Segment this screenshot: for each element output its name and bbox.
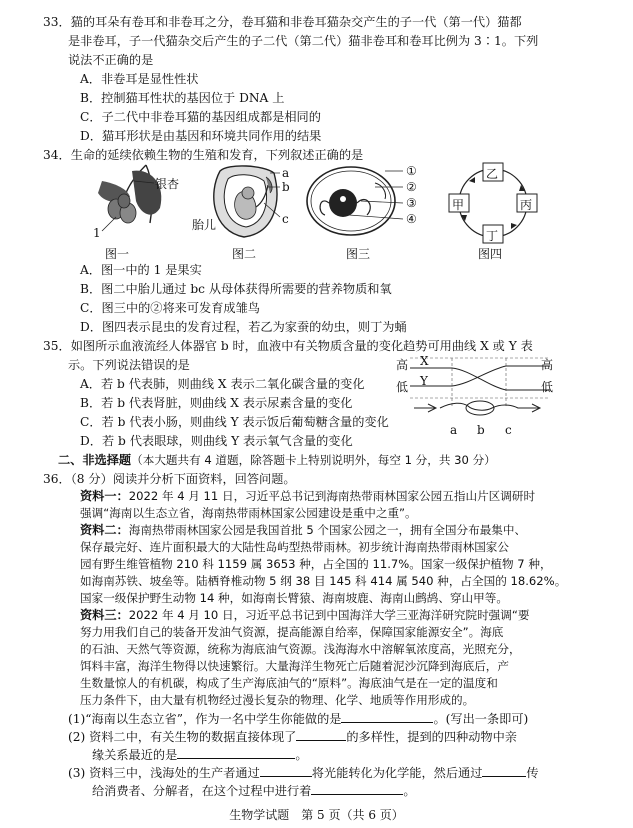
sub2-answer-blank-2[interactable] — [177, 746, 295, 759]
q36-head: 36．（8 分）阅读并分析下面资料，回答问题。 — [43, 472, 296, 486]
q34-option-d: D．图四表示昆虫的发育过程，若乙为家蚕的幼虫，则丁为蛹 — [80, 320, 407, 334]
q36-sub3-line1 — [68, 764, 539, 781]
q35-option-a: A．若 b 代表肺，则曲线 X 表示二氧化碳含量的变化 — [80, 377, 365, 391]
q36-material2-line4: 如海南苏铁、坡垒等。陆栖脊椎动物 5 纲 38 目 145 科 414 属 540 种，占全国的 18.62%。 — [80, 574, 567, 588]
sub2-text-b: 的多样性，提到的四种动物中亲 — [346, 730, 517, 744]
q33-line3: 说法不正确的是 — [68, 53, 154, 67]
sub1-text-b: 。(写出一条即可) — [433, 712, 529, 726]
q36-material2-line2: 保存最完好、连片面积最大的大陆性岛屿型热带雨林。初步统计海南热带雨林国家公 — [80, 540, 509, 554]
material3-label: 资料三： — [80, 608, 129, 622]
material1-text: 2022 年 4 月 11 日，习近平总书记到海南热带雨林国家公园五指山片区调研时 — [128, 489, 536, 503]
q33-option-c: C．子二代中非卷耳猫的基因组成都是相同的 — [80, 110, 321, 124]
sub1-answer-blank[interactable] — [341, 710, 433, 723]
fig3-caption: 图三 — [346, 247, 371, 261]
fig2-caption: 图二 — [232, 247, 257, 261]
q35-option-c: C．若 b 代表小肠，则曲线 Y 表示饭后葡萄糖含量的变化 — [80, 415, 389, 429]
q34-option-a: A．图一中的 1 是果实 — [80, 263, 202, 277]
fig1-label-1: 1 — [93, 226, 101, 240]
q34-stem: 34．生命的延续依赖生物的生殖和发育，下列叙述正确的是 — [43, 148, 364, 162]
sub3-answer-blank-2[interactable] — [482, 764, 526, 777]
q36-sub2-line2 — [92, 746, 308, 763]
q33-line2: 是非卷耳，子一代猫杂交后产生的子二代（第二代）猫非卷耳和卷耳比例为 3∶1。下列 — [68, 34, 539, 48]
material3-text: 2022 年 4 月 10 日，习近平总书记到中国海洋大学三亚海洋研究院时强调“要 — [128, 608, 530, 622]
q36-material3-line6: 压力条件下，由大量有机物经过漫长复杂的物理、化学、地质等作用形成的。 — [80, 693, 475, 707]
material1-label: 资料一： — [80, 489, 129, 503]
q34-option-c: C．图三中的②将来可发育成雏鸟 — [80, 301, 260, 315]
q36-material3-line1 — [80, 607, 529, 623]
sub3-text-b: 将光能转化为化学能，然后通过 — [311, 766, 483, 780]
q36-material3-line5: 生数量惊人的有机碳，构成了生产海底油气的“原料”。海底油气是在一定的温度和 — [80, 676, 498, 690]
sub2-text-a: (2) 资料二中，有关生物的数据直接体现了 — [68, 730, 297, 744]
fig3-label-3: ③ — [406, 196, 417, 210]
section2-header — [58, 452, 496, 468]
ginkgo-label: 银杏 — [155, 177, 180, 191]
q35-curve-graph — [410, 356, 550, 418]
fig2-label-b: b — [282, 180, 290, 194]
q34-option-b: B．图二中胎儿通过 bc 从母体获得所需要的营养物质和氧 — [80, 282, 392, 296]
q33-option-a: A．非卷耳是显性性状 — [80, 72, 199, 86]
graph-curve-x: X — [420, 354, 429, 368]
sub3-text-e: 。 — [403, 784, 416, 798]
graph-high-right: 高 — [541, 358, 554, 372]
sub3-text-a: (3) 资料三中，浅海处的生产者通过 — [68, 766, 260, 780]
q36-sub1 — [68, 710, 528, 727]
sub2-text-c: 缘关系最近的是 — [92, 748, 178, 762]
fig4-label-yi: 乙 — [486, 167, 499, 181]
graph-axis-b: b — [477, 423, 485, 437]
fig3-label-4: ④ — [406, 212, 417, 226]
sub2-text-d: 。 — [295, 748, 308, 762]
q33-option-d: D．猫耳形状是由基因和环境共同作用的结果 — [80, 129, 322, 143]
graph-curve-y: Y — [420, 374, 428, 388]
sub3-answer-blank-3[interactable] — [311, 782, 403, 795]
sub1-text-a: (1)“海南以生态立省”，作为一名中学生你能做的是 — [68, 712, 342, 726]
fig4-label-ding: 丁 — [486, 229, 499, 243]
fig4-caption: 图四 — [478, 247, 503, 261]
sub3-answer-blank-1[interactable] — [260, 764, 312, 777]
graph-low-right: 低 — [541, 380, 554, 394]
q33-option-b: B．控制猫耳性状的基因位于 DNA 上 — [80, 91, 285, 105]
section2-note: （本大题共有 4 道题，除答题卡上特别说明外，每空 1 分，共 30 分） — [131, 453, 496, 467]
figure-uterus-fetus — [208, 163, 288, 243]
fig3-label-2: ② — [406, 180, 417, 194]
fig4-label-jia: 甲 — [452, 198, 465, 212]
graph-high-left: 高 — [396, 358, 409, 372]
material2-label: 资料二： — [80, 523, 129, 537]
q36-sub2-line1 — [68, 728, 517, 745]
q36-material3-line3: 的石油、天然气等资源，统称为海底油气资源。浅海海水中溶解氧浓度高，光照充分， — [80, 642, 521, 656]
graph-axis-a: a — [450, 423, 458, 437]
q36-sub3-line2 — [92, 782, 416, 799]
fig2-label-c: c — [282, 212, 289, 226]
q36-material1-line2: 强调“海南以生态立省，海南热带雨林国家公园建设是重中之重”。 — [80, 506, 417, 520]
sub2-answer-blank-1[interactable] — [296, 728, 346, 741]
section2-title: 二、非选择题 — [58, 453, 132, 467]
graph-low-left: 低 — [396, 380, 409, 394]
q36-material3-line4: 饵料丰富，海洋生物得以快速繁衍。大量海洋生物死亡后随着泥沙沉降到海底后，产 — [80, 659, 509, 673]
q33-line1: 33．猫的耳朵有卷耳和非卷耳之分，卷耳猫和非卷耳猫杂交产生的子一代（第一代）猫都 — [43, 15, 522, 29]
sub3-text-d: 给消费者、分解者，在这个过程中进行着 — [92, 784, 312, 798]
q35-line2: 示。下列说法错误的是 — [68, 358, 190, 372]
q35-option-b: B．若 b 代表肾脏，则曲线 X 表示尿素含量的变化 — [80, 396, 353, 410]
material2-text: 海南热带雨林国家公园是我国首批 5 个国家公园之一，拥有全国分布最集中、 — [128, 523, 527, 537]
q36-material1-line1 — [80, 488, 535, 504]
figure-bird-egg — [305, 163, 415, 243]
fig2-label-fetus: 胎儿 — [192, 218, 217, 232]
sub3-text-c: 传 — [526, 766, 539, 780]
fig4-label-bing: 丙 — [520, 198, 533, 212]
q35-option-d: D．若 b 代表眼球，则曲线 Y 表示氧气含量的变化 — [80, 434, 353, 448]
q35-line1: 35．如图所示血液流经人体器官 b 时，血液中有关物质含量的变化趋势可用曲线 X 或 Y 表 — [43, 339, 533, 353]
page-footer: 生物学试题 第 5 页（共 6 页） — [229, 808, 404, 822]
q36-material2-line3: 园有野生维管植物 210 科 1159 属 3653 种，占全国的 11.7%。国家一级保护植物 7 种， — [80, 557, 552, 571]
q36-material3-line2: 努力用我们自己的装备开发油气资源，提高能源自给率，保障国家能源安全”。海底 — [80, 625, 504, 639]
graph-axis-c: c — [505, 423, 512, 437]
fig1-caption: 图一 — [105, 247, 130, 261]
q36-material2-line5: 国家一级保护野生动物 14 种，如海南长臂猿、海南坡鹿、海南山鹧鸪、穿山甲等。 — [80, 591, 508, 605]
fig2-label-a: a — [282, 166, 290, 180]
q36-material2-line1 — [80, 522, 526, 538]
fig3-label-1: ① — [406, 164, 417, 178]
